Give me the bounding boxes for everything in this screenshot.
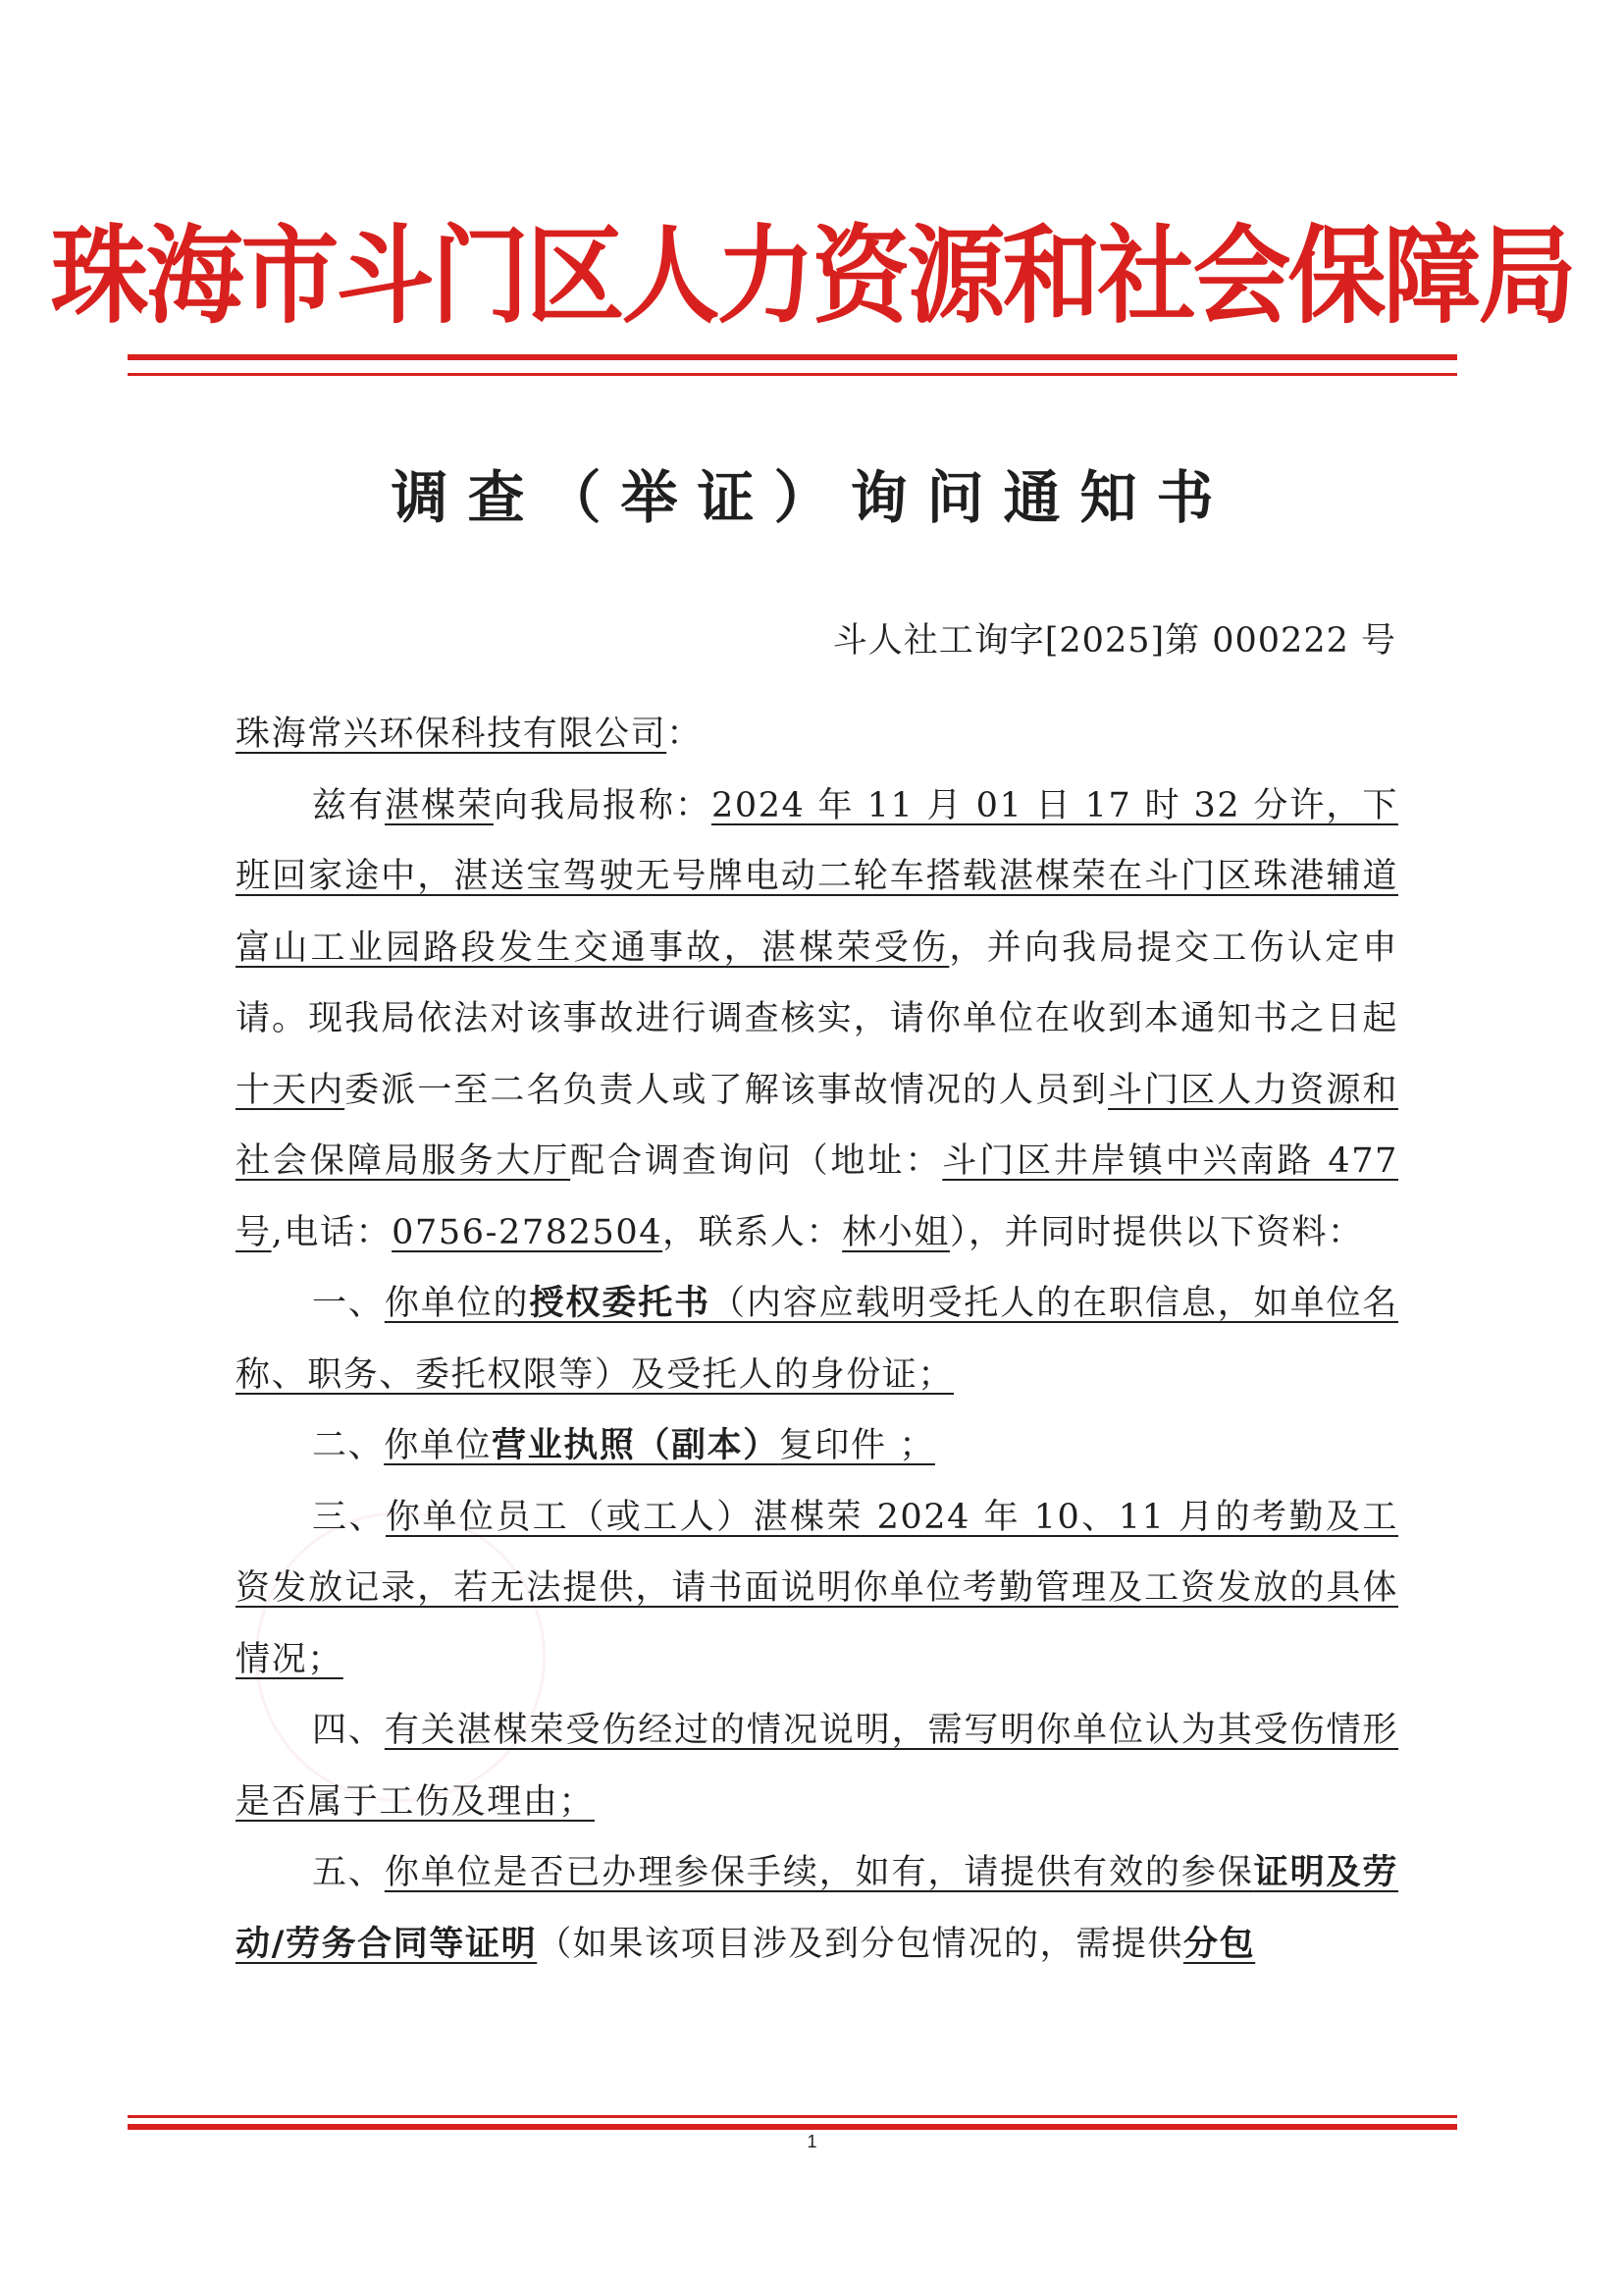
address: 斗门区井岸镇中兴南路 477 号 xyxy=(236,1141,1398,1252)
text-segment-bold: 授权委托书 xyxy=(529,1283,711,1323)
item-text: 有关湛楳荣受伤经过的情况说明，需写明你单位认为其受伤情形是否属于工伤及理由； xyxy=(236,1711,1398,1822)
document-title: 调查（举证）询问通知书 xyxy=(391,464,1233,531)
item-text xyxy=(236,1284,1398,1395)
text-segment: 兹有 xyxy=(312,785,385,825)
text-segment: ），并同时提供以下资料： xyxy=(949,1212,1364,1252)
item-text: 你单位员工（或工人）湛楳荣 2024 年 10、11 月的考勤及工资发放记录，若无法提供，请书面说明你单位考勤管理及工资发放的具体情况； xyxy=(236,1497,1399,1679)
paragraph-main xyxy=(236,770,1398,1269)
phone-number: 0756-2782504 xyxy=(392,1212,663,1252)
letterhead-red-rule-thin xyxy=(128,373,1457,376)
letter-body xyxy=(236,699,1398,1980)
item-number: 四、 xyxy=(312,1711,385,1750)
text-segment-bold: 证明及劳动/劳务合同等证明 xyxy=(236,1852,1399,1964)
recipient-company: 珠海常兴环保科技有限公司 xyxy=(236,715,667,754)
list-item xyxy=(236,1837,1398,1980)
accident-description: 2024 年 11 月 01 日 17 时 32 分许，下班回家途中，湛送宝驾驶无号牌电动二轮车搭载湛楳荣在斗门区珠港辅道富山工业园路段发生交通事故，湛楳荣受伤 xyxy=(236,785,1398,968)
text-segment: 你单位是否已办理参保手续，如有，请提供有效的参保 xyxy=(384,1853,1254,1892)
letterhead-agency-name: 珠海市斗门区人力资源和社会保障局 xyxy=(50,214,1574,339)
letterhead-red-rule-thick xyxy=(128,354,1457,360)
recipient-colon: ： xyxy=(666,715,703,754)
deadline: 十天内 xyxy=(236,1070,345,1110)
list-item xyxy=(236,1482,1398,1696)
document-number: 斗人社工询字[2025]第 000222 号 xyxy=(832,621,1396,661)
text-segment: ，联系人： xyxy=(662,1212,843,1252)
footer-red-rule-thin xyxy=(128,2115,1457,2118)
text-segment-bold: 分包 xyxy=(1183,1923,1256,1964)
item-number: 一、 xyxy=(312,1284,385,1323)
list-item xyxy=(236,1410,1398,1482)
service-hall: 斗门区人力资源和社会保障局服务大厅 xyxy=(236,1070,1398,1181)
text-segment: 复印件 ； xyxy=(778,1426,935,1465)
item-number: 五、 xyxy=(312,1853,385,1892)
text-segment: ，并向我局提交工伤认定申请。现我局依法对该事故进行调查核实，请你单位在收到本通知书之日起 xyxy=(236,928,1399,1038)
recipient-line xyxy=(236,699,1398,770)
text-segment-bold: 营业执照（副本） xyxy=(492,1425,779,1465)
text-segment: 你单位的 xyxy=(384,1284,530,1323)
text-segment: （内容应载明受托人的在职信息，如单位名称、职务、委托权限等）及受托人的身份证； xyxy=(236,1284,1398,1395)
item-number: 三、 xyxy=(312,1497,386,1537)
list-item xyxy=(236,1695,1398,1837)
list-item xyxy=(236,1268,1398,1410)
text-segment: 你单位 xyxy=(384,1426,493,1465)
text-segment: ,电话： xyxy=(271,1212,393,1252)
item-number: 二、 xyxy=(312,1426,385,1465)
injured-worker-name: 湛楳荣 xyxy=(385,785,494,825)
footer-red-rule-thick xyxy=(128,2124,1457,2130)
text-segment: （如果该项目涉及到分包情况的，需提供 xyxy=(537,1924,1183,1964)
text-segment: 向我局报称： xyxy=(493,785,711,825)
text-segment: 配合调查询问（地址： xyxy=(570,1141,943,1181)
page-number: 1 xyxy=(807,2132,817,2151)
text-segment: 委派一至二名负责人或了解该事故情况的人员到 xyxy=(344,1070,1109,1110)
contact-person: 林小姐 xyxy=(842,1212,950,1252)
item-text xyxy=(384,1426,935,1465)
